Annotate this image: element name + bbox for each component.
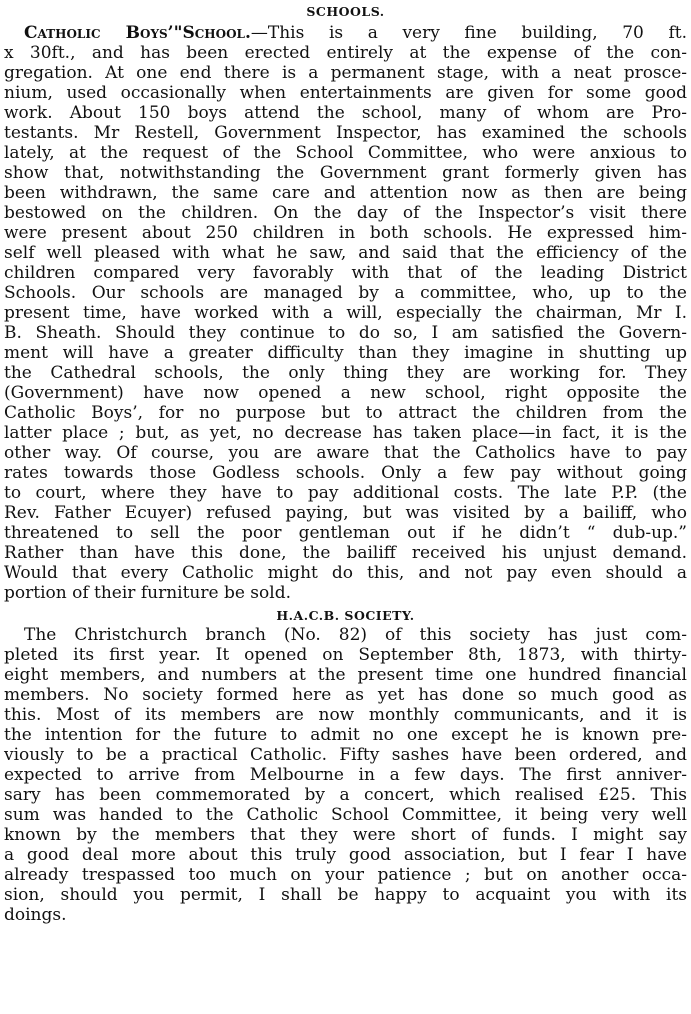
text-line: sion, should you permit, I shall be happy to acquaint you with its bbox=[4, 885, 687, 905]
text-line: threatened to sell the poor gentleman out if he didn’t “ dub-up.” bbox=[4, 523, 687, 543]
text-line: (Government) have now opened a new school, right opposite the bbox=[4, 383, 687, 403]
text-line: been withdrawn, the same care and attention now as then are being bbox=[4, 183, 687, 203]
article-heading-hacb-society: H.A.C.B. SOCIETY. bbox=[276, 608, 415, 623]
text-line: doings. bbox=[4, 905, 67, 925]
section-title: SCHOOLS. bbox=[306, 4, 385, 19]
text-line: sary has been commemorated by a concert, which realised £25. This bbox=[4, 785, 687, 805]
text-line: Rather than have this done, the bailiff received his unjust demand. bbox=[4, 543, 687, 563]
text-line: already trespassed too much on your patience ; but on another occa- bbox=[4, 865, 687, 885]
text-line: expected to arrive from Melbourne in a few days. The first anniver- bbox=[4, 765, 687, 785]
article-first-line-text: —This is a very fine building, 70 ft. bbox=[250, 23, 688, 43]
text-line: known by the members that they were short of funds. I might say bbox=[4, 825, 687, 845]
text-line: rates towards those Godless schools. Only a few pay without going bbox=[4, 463, 687, 483]
text-line: children compared very favorably with that of the leading District bbox=[4, 263, 687, 283]
text-line: this. Most of its members are now monthly communicants, and it is bbox=[4, 705, 687, 725]
article-lead-in: Catholic Boys’"School. bbox=[24, 23, 251, 43]
text-line: pleted its first year. It opened on September 8th, 1873, with thirty- bbox=[4, 645, 687, 665]
text-line: eight members, and numbers at the present time one hundred financial bbox=[4, 665, 687, 685]
text-line: to court, where they have to pay additional costs. The late P.P. (the bbox=[4, 483, 687, 503]
text-line: show that, notwithstanding the Government grant formerly given has bbox=[4, 163, 687, 183]
text-line: ment will have a greater difficulty than they imagine in shutting up bbox=[4, 343, 687, 363]
text-line: viously to be a practical Catholic. Fifty sashes have been ordered, and bbox=[4, 745, 687, 765]
article-catholic-boys-school bbox=[4, 23, 687, 603]
text-line: self well pleased with what he saw, and said that the efficiency of the bbox=[4, 243, 687, 263]
article-first-line bbox=[4, 23, 687, 43]
text-line: bestowed on the children. On the day of the Inspector’s visit there bbox=[4, 203, 687, 223]
text-line: latter place ; but, as yet, no decrease has taken place—in fact, it is the bbox=[4, 423, 687, 443]
text-line: Schools. Our schools are managed by a committee, who, up to the bbox=[4, 283, 687, 303]
text-line: nium, used occasionally when entertainments are given for some good bbox=[4, 83, 687, 103]
text-line: The Christchurch branch (No. 82) of this society has just com- bbox=[24, 625, 687, 645]
text-line: the Cathedral schools, the only thing they are working for. They bbox=[4, 363, 687, 383]
text-line: present time, have worked with a will, especially the chairman, Mr I. bbox=[4, 303, 687, 323]
text-line: portion of their furniture be sold. bbox=[4, 583, 291, 603]
text-line: a good deal more about this truly good association, but I fear I have bbox=[4, 845, 687, 865]
text-line: lately, at the request of the School Committee, who were anxious to bbox=[4, 143, 687, 163]
text-line: Catholic Boys’, for no purpose but to attract the children from the bbox=[4, 403, 687, 423]
text-line: testants. Mr Restell, Government Inspector, has examined the schools bbox=[4, 123, 687, 143]
text-line: gregation. At one end there is a permanent stage, with a neat prosce- bbox=[4, 63, 687, 83]
text-line: members. No society formed here as yet has done so much good as bbox=[4, 685, 687, 705]
text-line: the intention for the future to admit no one except he is known pre- bbox=[4, 725, 687, 745]
text-line: were present about 250 children in both schools. He expressed him- bbox=[4, 223, 687, 243]
text-line: Would that every Catholic might do this, and not pay even should a bbox=[4, 563, 687, 583]
text-line: x 30ft., and has been erected entirely at the expense of the con- bbox=[4, 43, 687, 63]
text-line: Rev. Father Ecuyer) refused paying, but was visited by a bailiff, who bbox=[4, 503, 687, 523]
text-line: B. Sheath. Should they continue to do so, I am satisfied the Govern- bbox=[4, 323, 687, 343]
article-hacb-society bbox=[4, 625, 687, 925]
text-line: other way. Of course, you are aware that the Catholics have to pay bbox=[4, 443, 687, 463]
text-line: work. About 150 boys attend the school, many of whom are Pro- bbox=[4, 103, 687, 123]
text-line: sum was handed to the Catholic School Committee, it being very well bbox=[4, 805, 687, 825]
